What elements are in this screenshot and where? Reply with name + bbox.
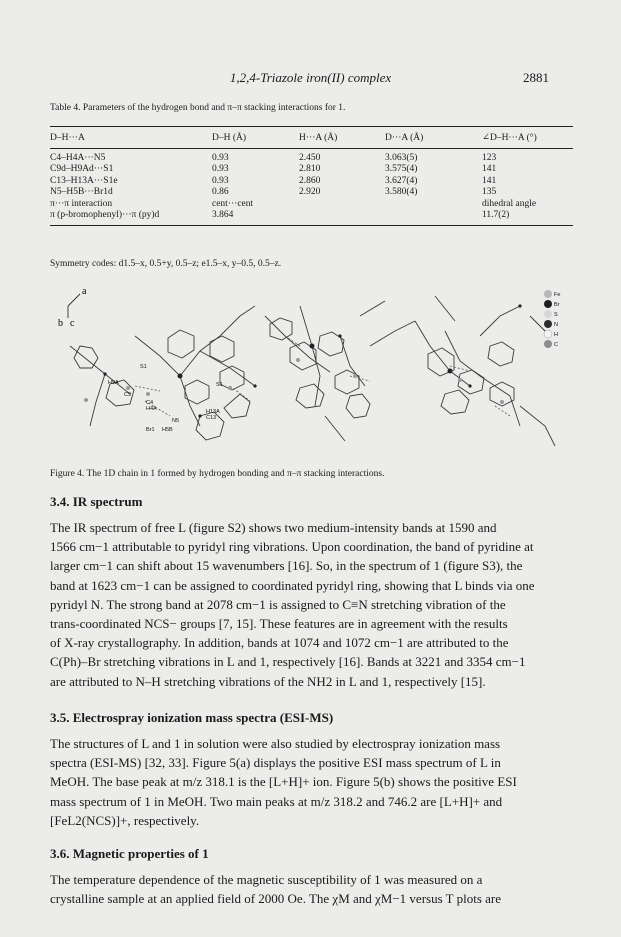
paragraph [50, 870, 573, 908]
column-header: ∠D–H···A (°) [482, 127, 573, 149]
atom-label: Br1 [146, 427, 155, 433]
column-header: D···A (Å) [385, 127, 482, 149]
column-header: H···A (Å) [299, 127, 385, 149]
table-cell: 2.450 [299, 153, 321, 163]
table-cell: 0.93 [212, 153, 229, 163]
atom-label: C13 [206, 415, 217, 421]
axis-label: c [70, 318, 75, 329]
table-cell: 11.7(2) [482, 210, 573, 226]
axis-indicator [58, 286, 87, 329]
atom-label: S1 [216, 382, 223, 388]
table-row [50, 176, 573, 187]
legend-swatch [544, 300, 552, 308]
table-cell: 123 [482, 153, 497, 163]
section-heading: 3.4. IR spectrum [50, 494, 143, 509]
table-cell: 135 [482, 187, 497, 198]
symmetry-codes: Symmetry codes: d1.5–x, 0.5+y, 0.5–z; e1.5–x, y–0.5, 0.5–z. [50, 259, 282, 269]
atom-label: H9A [108, 380, 119, 386]
text-line: larger cm−1 can shift about 15 wavenumbers [16]. So, in the spectrum of 1 (figure S3), the [50, 558, 523, 574]
table-cell: 141 [482, 164, 497, 175]
table-row [50, 210, 573, 226]
table-row [50, 187, 573, 198]
atom-label: S1 [140, 364, 147, 370]
legend-swatch [544, 320, 552, 328]
text-line: spectra (ESI-MS) [32, 33]. Figure 5(a) displays the positive ESI mass spectrum of L in [50, 755, 501, 771]
table-cell: 3.864 [212, 210, 299, 226]
legend-label: Br [554, 302, 560, 308]
atom-label: H4A [146, 406, 157, 412]
table-cell: π···π interaction [50, 198, 113, 209]
table-header-row [50, 127, 573, 149]
legend-label: S [554, 312, 558, 318]
text-line: crystalline sample at an applied field of 2000 Oe. The χM and χM−1 versus T plots are [50, 891, 502, 907]
section-heading: 3.5. Electrospray ionization mass spectra (ESI-MS) [50, 710, 334, 725]
table-cell: 0.86 [212, 187, 229, 198]
table-cell: 141 [482, 175, 497, 186]
atom-dots [103, 304, 521, 417]
text-line: 1566 cm−1 attributable to pyridyl ring vibrations. Upon coordination, the band of pyridine at [50, 539, 534, 555]
table-cell: 3.575(4) [385, 164, 418, 175]
text-line: The IR spectrum of free L (figure S2) shows two medium-intensity bands at 1590 and [50, 520, 497, 535]
text-line: C(Ph)–Br stretching vibrations in L and 1, respectively [16]. Bands at 3221 and 3354 cm−1 [50, 654, 526, 670]
table-cell [299, 199, 385, 210]
table-cell: dihedral angle [482, 198, 537, 209]
table-cell: C9d–H9Ad···S1 [50, 164, 114, 175]
figure-caption: Figure 4. The 1D chain in 1 formed by hydrogen bonding and π–π stacking interactions. [50, 469, 385, 479]
table-cell: 2.810 [299, 164, 321, 175]
legend-label: H [554, 332, 558, 338]
atom-label: N5 [172, 418, 180, 424]
table-row [50, 199, 573, 210]
running-title: 1,2,4-Triazole iron(II) complex [229, 70, 392, 85]
atom-labels [108, 364, 223, 433]
text-line: band at 1623 cm−1 can be assigned to coordinated pyridyl ring, showing that L binds via one [50, 577, 535, 593]
text-line: [FeL2(NCS)]+, respectively. [50, 812, 200, 828]
table-cell: C13–H13A···S1e [50, 175, 118, 186]
table-cell [385, 210, 482, 226]
axis-label: a [82, 286, 87, 297]
table-cell: 2.920 [299, 187, 321, 198]
text-line: The temperature dependence of the magnetic susceptibility of 1 was measured on a [50, 872, 483, 887]
text-line: of X-ray crystallography. In addition, bands at 1074 and 1072 cm−1 are attributed to the [50, 635, 509, 651]
text-line: MeOH. The base peak at m/z 318.1 is the [L+H]+ ion. Figure 5(b) shows the positive ESI [50, 774, 517, 790]
atom-label: H5B [162, 427, 173, 433]
legend-label: C [554, 342, 558, 348]
text-line: pyridyl N. The strong band at 2078 cm−1 is assigned to C≡N stretching vibration of the [50, 596, 506, 612]
legend-label: Fe [554, 292, 561, 298]
table-cell: 3.580(4) [385, 187, 418, 198]
table-cell: 3.063(5) [385, 153, 418, 163]
legend-swatch [544, 290, 552, 298]
section-heading: 3.6. Magnetic properties of 1 [50, 846, 209, 861]
legend-label: N [554, 322, 558, 328]
text-line: The structures of L and 1 in solution were also studied by electrospray ionization mass [50, 736, 501, 751]
element-legend [544, 290, 560, 348]
table-cell: N5–H5B···Br1d [50, 187, 113, 198]
parameters-table [50, 126, 573, 226]
table-cell: 0.93 [212, 175, 229, 186]
molecular-chain-drawing [70, 296, 555, 446]
legend-swatch [544, 310, 552, 318]
page-number: 2881 [523, 70, 549, 85]
legend-swatch [544, 330, 552, 338]
table-row [50, 164, 573, 175]
atom-label: H13A [206, 409, 220, 415]
table-cell: C4–H4A···N5 [50, 153, 106, 163]
atom-label: C4 [146, 400, 154, 406]
atom-label: C9 [124, 392, 132, 398]
table-caption: Table 4. Parameters of the hydrogen bond and π–π stacking interactions for 1. [50, 103, 346, 113]
column-header: D–H···A [50, 127, 212, 149]
text-line: trans-coordinated NCS− groups [7, 15]. These features are in agreement with the results [50, 616, 508, 632]
table-cell: 2.860 [299, 175, 321, 186]
column-header: D–H (Å) [212, 127, 299, 149]
table-cell: cent···cent [212, 198, 254, 209]
text-line: mass spectrum of 1 in MeOH. Two main peaks at m/z 318.2 and 746.2 are [L+H]+ and [50, 793, 503, 809]
crystal-structure-figure [50, 276, 573, 456]
table-cell: 0.93 [212, 164, 229, 175]
table-row [50, 149, 573, 165]
table-cell [299, 210, 385, 226]
text-line: are attributed to N–H stretching vibrations of the NH2 in L and 1, respectively [15]. [50, 673, 486, 689]
table-cell: 3.627(4) [385, 175, 418, 186]
legend-swatch [544, 340, 552, 348]
paragraph [50, 518, 573, 691]
table-cell [385, 199, 482, 210]
paragraph [50, 734, 573, 830]
axis-label: b [58, 318, 63, 329]
table-cell: π (p-bromophenyl)···π (py)d [50, 210, 212, 226]
